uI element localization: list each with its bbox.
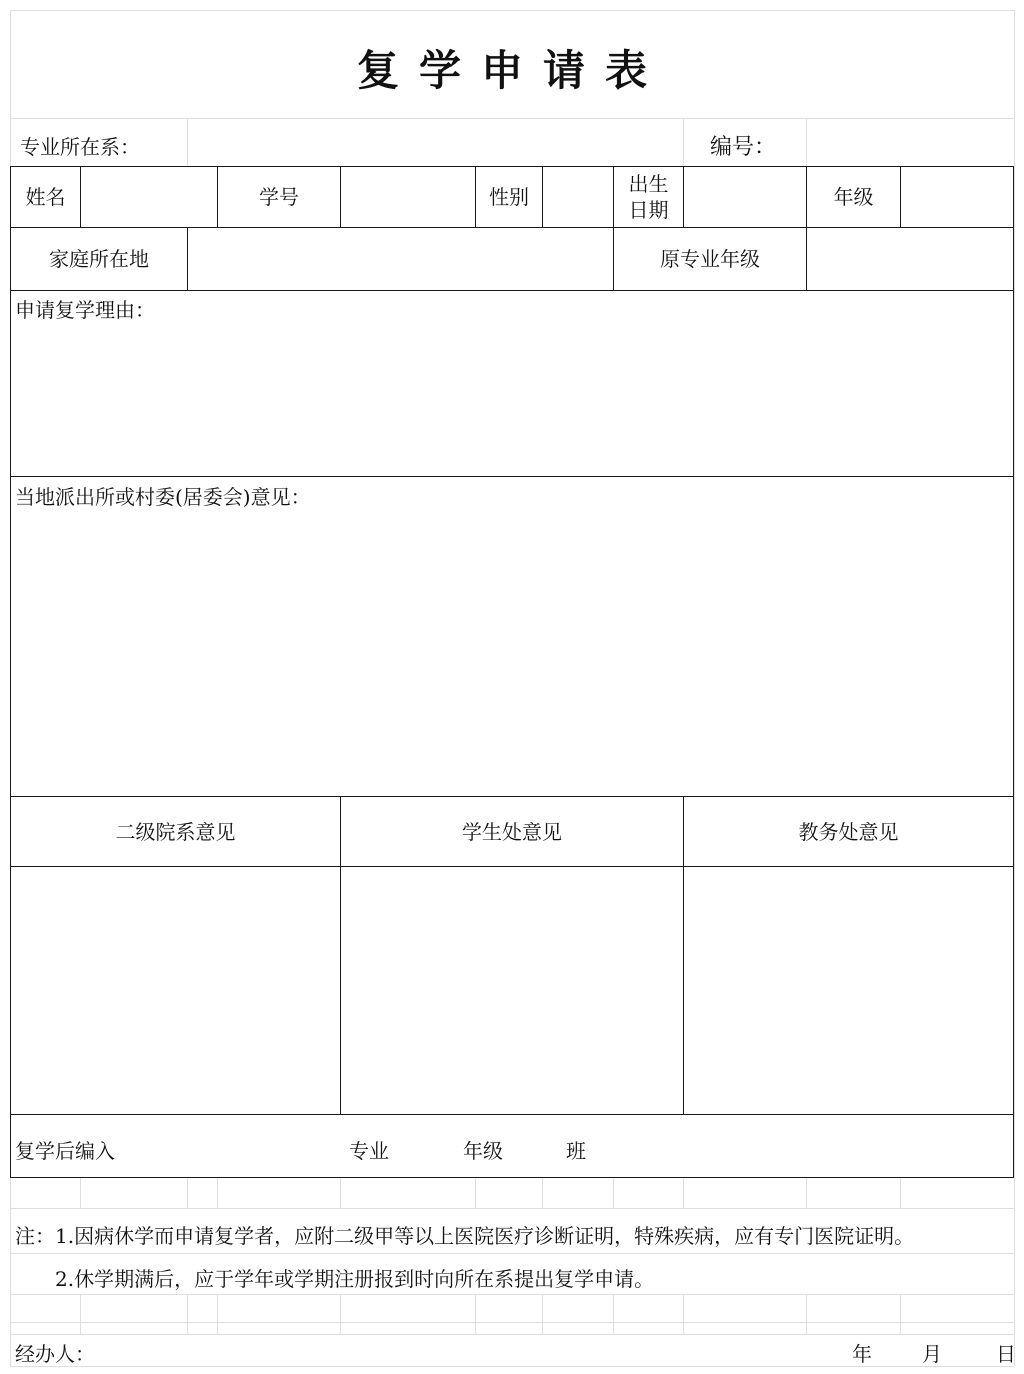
name-label: 姓名 [25,185,66,209]
handler-label: 经办人： [15,1342,95,1366]
page-title: 复学申请表 [356,46,667,95]
police-opinion-label: 当地派出所或村委(居委会)意见： [15,485,311,509]
placement-grade-label: 年级 [463,1139,503,1163]
note-1: 注：1.因病休学而申请复学者，应附二级甲等以上医院医疗诊断证明，特殊疾病，应有专门医院证明。 [15,1224,915,1248]
student-id-label: 学号 [259,185,299,209]
birth-date-label-line2: 日期 [628,198,669,222]
home-location-field[interactable] [188,228,613,290]
grade-label: 年级 [833,185,874,209]
college-opinion-header: 二级院系意见 [115,819,236,844]
academic-affairs-opinion-field[interactable] [684,867,1013,1114]
birth-date-label-line1: 出生 [628,172,669,196]
date-day-label: 日 [996,1342,1016,1366]
grade-field[interactable] [901,167,1013,227]
date-year-label: 年 [852,1342,872,1366]
academic-affairs-opinion-header: 教务处意见 [798,819,899,844]
original-major-grade-field[interactable] [807,228,1013,290]
name-field[interactable] [81,167,217,227]
placement-major-label: 专业 [349,1139,389,1163]
student-affairs-opinion-field[interactable] [341,867,683,1114]
original-major-grade-label: 原专业年级 [660,247,760,271]
college-opinion-field[interactable] [11,867,340,1114]
birth-date-field[interactable] [684,167,806,227]
placement-label: 复学后编入 [15,1139,115,1163]
note-2: 2.休学期满后，应于学年或学期注册报到时向所在系提出复学申请。 [55,1267,655,1291]
student-id-field[interactable] [341,167,475,227]
dept-field[interactable] [188,119,682,165]
student-affairs-opinion-header: 学生处意见 [462,819,562,844]
reason-label: 申请复学理由： [15,298,155,322]
placement-class-label: 班 [566,1139,586,1163]
gender-label: 性别 [489,185,529,209]
birth-date-label [614,167,683,227]
police-opinion-field[interactable] [11,510,1013,796]
home-location-label: 家庭所在地 [49,247,149,271]
date-month-label: 月 [922,1342,942,1366]
reason-field[interactable] [11,322,1013,476]
number-label: 编号： [710,135,777,160]
number-field[interactable] [807,119,1013,165]
dept-label: 专业所在系： [20,135,140,159]
gender-field[interactable] [543,167,613,227]
